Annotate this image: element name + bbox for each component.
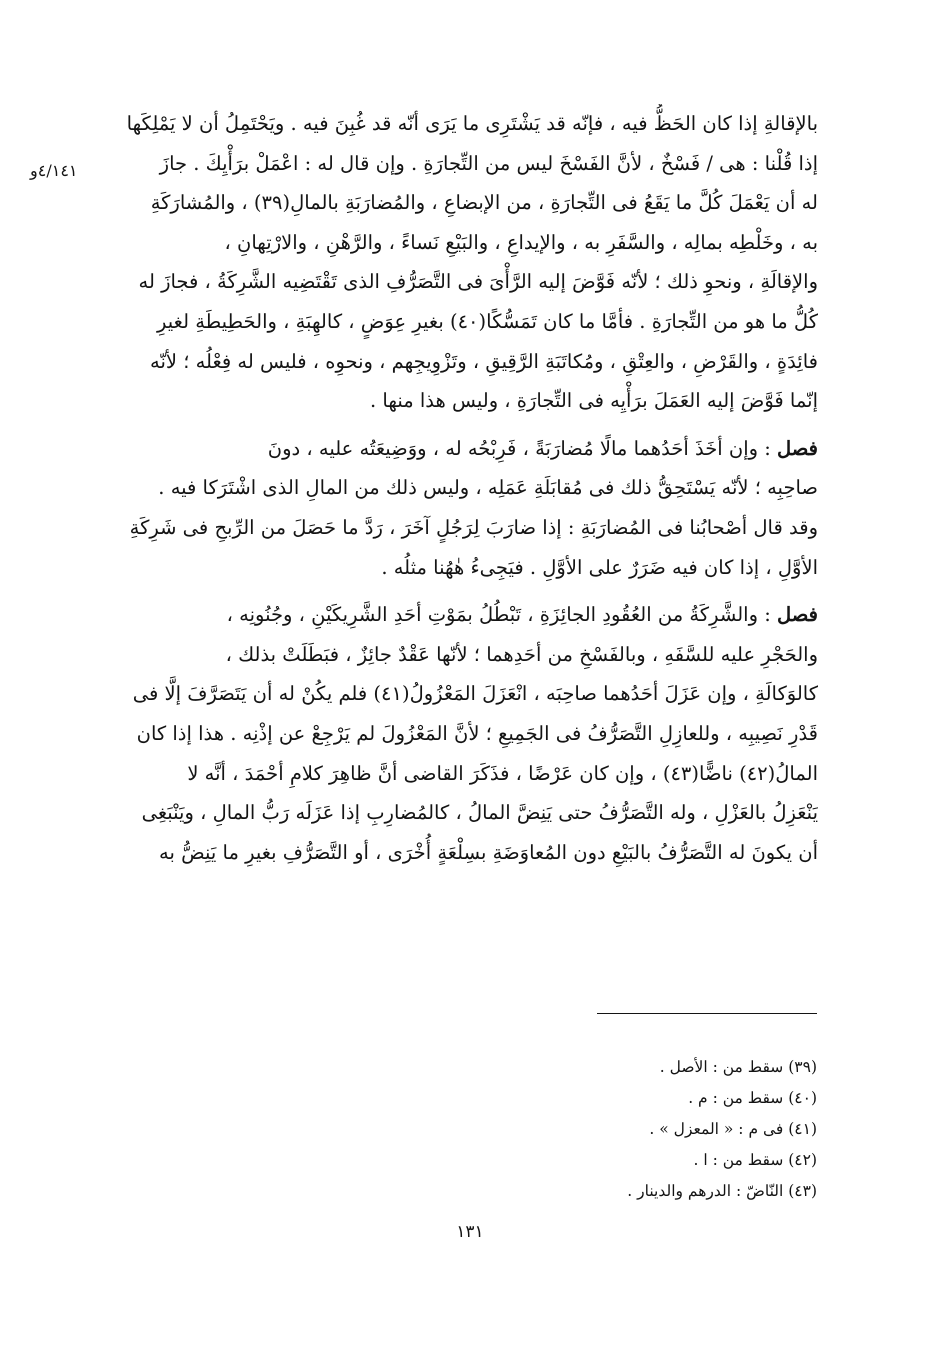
section-heading: فصل [777,436,818,460]
line-text: : وإن أخَذَ أحَدُهما مالًا مُضارَبَةً ، فَرِبْحُه له ، ووَضِيعَتُه عليه ، دونَ [267,436,777,460]
footnote: (٣٩) سقط من : الأصل . [659,1058,817,1076]
text-line: صاحِبِه ؛ لأنّه يَسْتَحِقُّ ذلك فى مُقابَلَةِ عَمَلِه ، وليس ذلك من المالِ الذى اشْتَرَكا فيه . [158,476,818,500]
text-line [118,595,818,635]
paragraph [118,595,818,872]
text-line: والإقالَةِ ، ونحوِ ذلك ؛ لأنّه فَوَّضَ إليه الرَّأْىَ فى التَّصَرُّفِ الذى تَقْتَضِيه الشَّرِكَةُ ، فجازَ له [138,270,818,294]
text-line: الأوَّلِ ، إذا كان فيه ضَرَرٌ على الأوَّلِ . فيَجِىءُ هٰهُنا مثلُه . [381,555,818,579]
paragraph [118,104,818,421]
footnotes [380,1052,817,1207]
footnote: (٤٣) النّاضّ : الدرهم والدينار . [627,1182,817,1200]
footnote: (٤١) فى م : « المعزل » . [649,1120,817,1138]
footnote: (٤٠) سقط من : م . [688,1089,817,1107]
text-line: إنّما فَوَّضَ إليه العَمَلَ برَأْيِه فى التِّجارَةِ ، وليس هذا منها . [370,389,818,413]
text-line: والحَجْرِ عليه للسَّفَهِ ، وبالفَسْخِ من أحَدِهما ؛ لأنّها عَقْدٌ جائِزٌ ، فبَطَلَتْ بذلك ، [225,642,818,666]
page-number: ١٣١ [456,1222,484,1242]
text-line: قَدْرِ نَصِيبِه ، وللعازِلِ التَّصَرُّفُ فى الجَمِيعِ ؛ لأنَّ المَعْزُولَ لم يَرْجِعْ عن إذْنِه . هذا إذا كان [136,721,818,745]
footnote-divider [597,1013,817,1014]
text-line: كُلُّ ما هو من التِّجارَةِ . فأمَّا ما كان تَمَسُّكًا(٤٠) بغيرِ عِوَضٍ ، كالهِبَةِ ، والحَطِيطَةِ لغيرِ [157,309,818,333]
text-line: بالإقالةِ إذا كان الحَظُّ فيه ، فإنّه قد يَشْتَرِى ما يَرَى أنّه قد غُبِنَ فيه . ويَحْتَمِلُ أن لا يَمْلِكَها [126,112,818,135]
line-text: : والشَّرِكَةُ من العُقُودِ الجائِزَةِ ، تَبْطُلُ بمَوْتِ أحَدِ الشَّرِيكَيْنِ ، وجُنُونِه ، [226,603,777,627]
text-line [118,429,818,469]
text-line: له أن يَعْمَلَ كُلَّ ما يَقَعُ فى التِّجارَةِ ، من الإبضاعِ ، والمُضارَبَةِ بالمالِ(٣٩) ، والمُشارَكَةِ [150,191,818,215]
section-heading: فصل [777,603,818,627]
text-line: المالُ(٤٢) ناضًّا(٤٣) ، وإن كان عَرْضًا ، فذَكَرَ القاضى أنَّ ظاهِرَ كلامِ أحْمَدَ ، أنَّه لا [187,761,818,785]
text-line: يَنْعَزِلُ بالعَزْلِ ، وله التَّصَرُّفُ حتى يَنِضَّ المالُ ، كالمُضارِبِ إذا عَزَلَه رَبُّ المالِ ، ويَنْبَغِى [141,801,818,825]
paragraph [118,429,818,587]
text-line: فائِدَةٍ ، والقَرْضِ ، والعِتْقِ ، ومُكاتَبَةِ الرَّقِيقِ ، وتَزْوِيجِهم ، ونحوِه ، فليس له فِعْلُه ؛ لأنّه [150,349,818,373]
footnote: (٤٢) سقط من : ا . [693,1151,817,1169]
text-line: أن يكونَ له التَّصَرُّفُ بالبَيْعِ دون المُعاوَضَةِ بسِلْعَةٍ أُخْرَى ، أو التَّصَرُّفِ بغيرِ ما يَنِضُّ به [159,840,818,864]
text-line: وقد قال أصْحابُنا فى المُضارَبَةِ : إذا ضارَبَ لِرَجُلٍ آخَرَ ، رَدَّ ما حَصَلَ من الرِّبحِ فى شَرِكَةِ [129,515,818,539]
text-line: كالوَكالَةِ ، وإن عَزَلَ أحَدُهما صاحِبَه ، انْعَزَلَ المَعْزُولُ(٤١) فلم يكُنْ له أن يَتَصَرَّفَ إلَّا فى [132,682,818,706]
text-line: إذا قُلْنا : هى / فَسْخٌ ، لأنَّ الفَسْخَ ليس من التِّجارَةِ . وإن قال له : اعْمَلْ برَأْيِكَ . جازَ [159,151,818,175]
main-text [118,104,818,872]
text-line: به ، وخَلْطِه بمالِه ، والسَّفَرِ به ، والإيداعِ ، والبَيْعِ نَساءً ، والرَّهْنِ ، والارْتِهانِ ، [224,230,818,254]
margin-folio-note: ٤/١٤١و [30,161,78,180]
